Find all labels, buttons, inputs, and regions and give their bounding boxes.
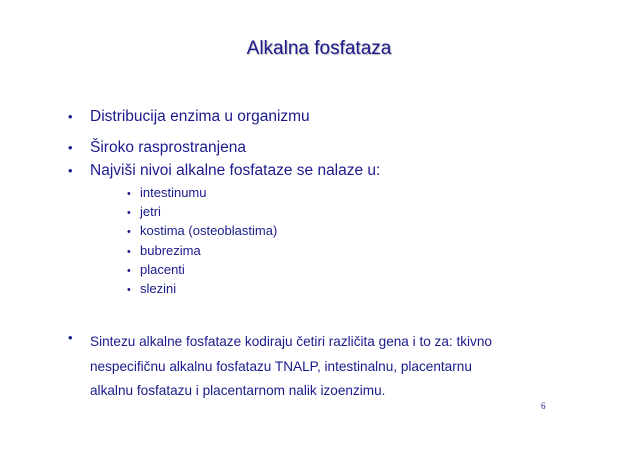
paragraph-line: nespecifičnu alkalnu fosfatazu TNALP, intestinalnu, placentarnu: [90, 358, 472, 374]
sub-list-text: kostima (osteoblastima): [140, 223, 278, 239]
bullet-item-highest-levels: [68, 162, 380, 180]
sub-bullet-marker: •: [127, 226, 131, 239]
bullet-item-distribution: [68, 108, 310, 126]
sub-bullet-marker: •: [127, 188, 131, 200]
bullet-text: Široko rasprostranjena: [90, 139, 246, 156]
bullet-marker: •: [68, 330, 73, 345]
bullet-marker: •: [68, 109, 73, 124]
sub-list-item: [127, 281, 277, 300]
sub-list-text: jetri: [140, 204, 161, 220]
organ-sub-list: [127, 185, 277, 300]
page-number: 6: [541, 401, 546, 411]
sub-list-item: [127, 262, 277, 281]
sub-list-item: [127, 223, 277, 242]
sub-list-text: placenti: [140, 261, 185, 277]
bullet-item-widespread: [68, 139, 246, 157]
paragraph-line: alkalnu fosfatazu i placentarnom nalik izoenzimu.: [90, 383, 386, 398]
bullet-marker: •: [68, 163, 73, 178]
sub-list-item: [127, 204, 277, 223]
slide-title: Alkalna fosfataza: [246, 38, 392, 59]
sub-list-text: slezini: [140, 280, 177, 296]
sub-bullet-marker: •: [127, 245, 131, 258]
sub-list-item: [127, 243, 277, 262]
paragraph-line: Sintezu alkalne fosfataze kodiraju četiri različita gena i to za: tkivno: [90, 334, 492, 349]
sub-list-text: intestinumu: [140, 185, 207, 200]
sub-bullet-marker: •: [127, 283, 131, 296]
bullet-text: Distribucija enzima u organizmu: [90, 108, 310, 125]
bullet-text: Najviši nivoi alkalne fosfataze se nalaze u:: [90, 162, 381, 179]
bullet-marker: •: [68, 140, 73, 155]
sub-bullet-marker: •: [127, 207, 131, 220]
sub-list-text: bubrezima: [140, 242, 201, 258]
sub-list-item: [127, 185, 277, 204]
sub-bullet-marker: •: [127, 264, 131, 277]
synthesis-paragraph: [90, 330, 560, 404]
